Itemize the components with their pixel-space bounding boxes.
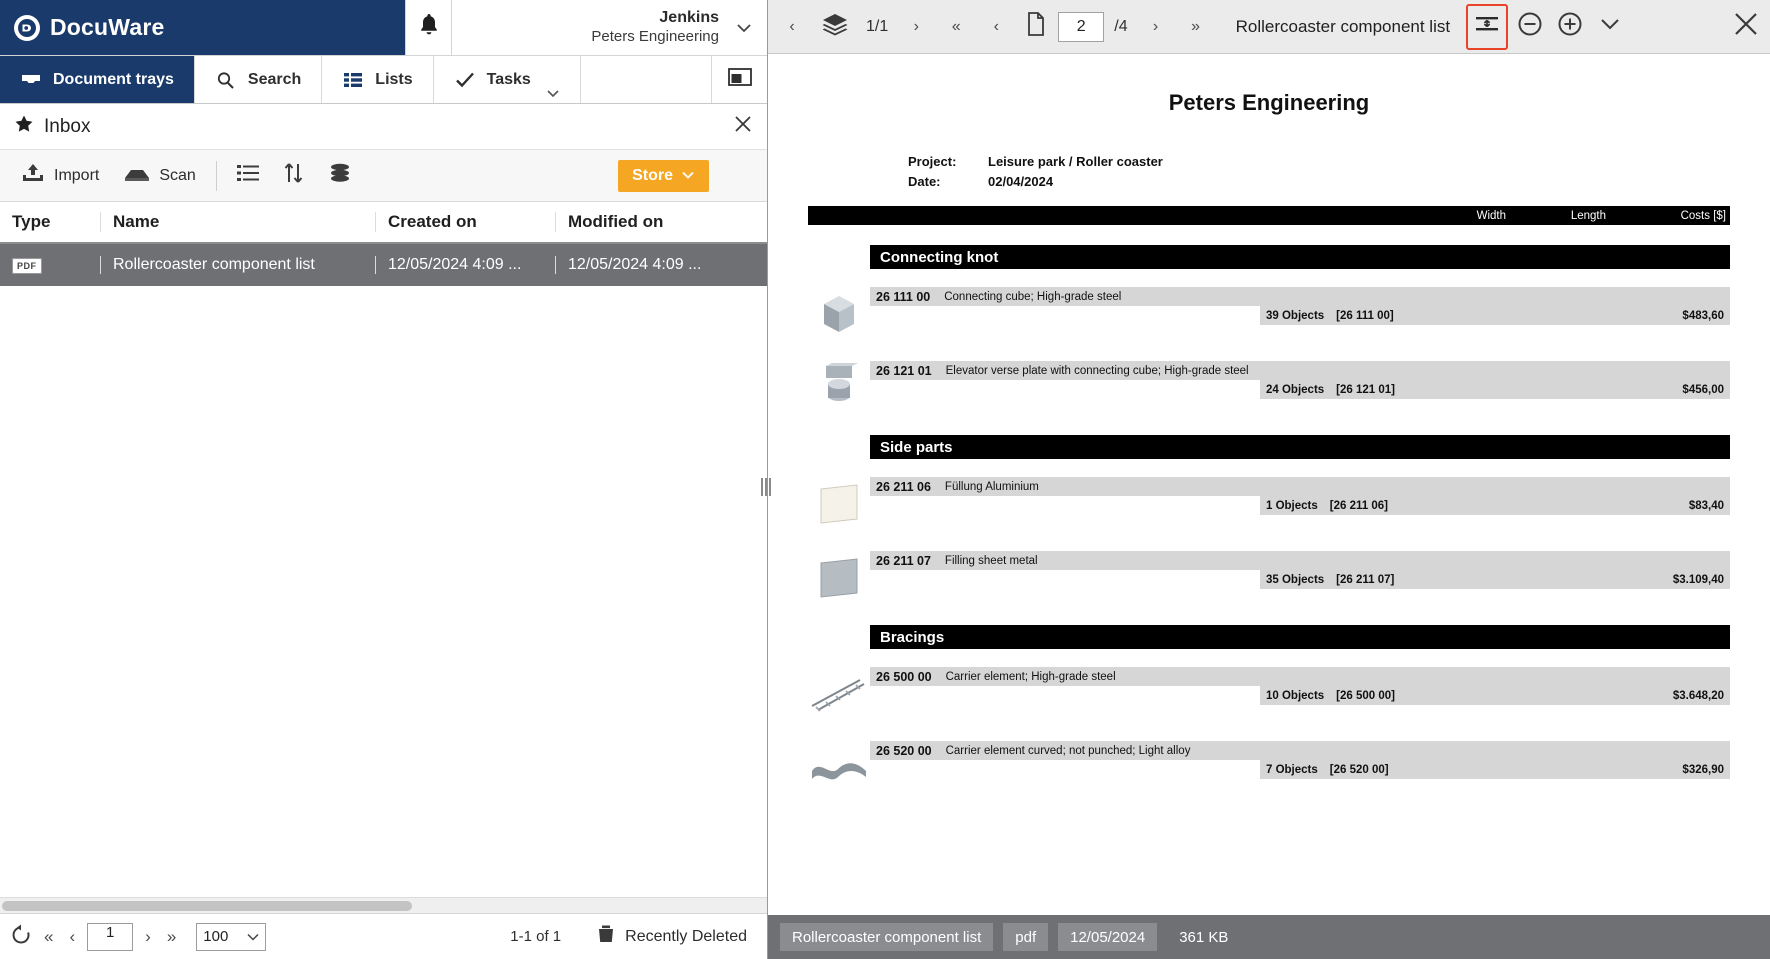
list-item-top xyxy=(870,741,1730,760)
item-quantity: 24 Objects xyxy=(1266,383,1325,396)
inbox-header xyxy=(0,104,767,150)
viewer-document-title: Rollercoaster component list xyxy=(1235,16,1451,36)
more-options-button[interactable] xyxy=(1592,7,1628,47)
notifications-button[interactable] xyxy=(405,0,452,55)
viewer-toolbar xyxy=(768,0,1770,54)
recently-deleted-button[interactable] xyxy=(595,923,747,950)
list-item-body xyxy=(870,551,1730,589)
layers-button[interactable] xyxy=(814,7,856,47)
store-label: Store xyxy=(632,166,673,184)
header-width: Width xyxy=(1476,209,1506,222)
scrollbar-thumb[interactable] xyxy=(2,901,412,911)
item-cost: $3.648,20 xyxy=(1672,689,1724,702)
list-item xyxy=(808,361,1730,415)
item-cost: $456,00 xyxy=(1682,383,1724,396)
list-item-bottom xyxy=(1260,380,1730,399)
document-type-chip[interactable]: pdf xyxy=(1003,923,1048,951)
list-item xyxy=(808,551,1730,605)
list-item-bottom xyxy=(1260,306,1730,325)
document-canvas[interactable] xyxy=(768,54,1770,915)
close-icon[interactable] xyxy=(733,114,753,139)
item-code: 26 500 00 xyxy=(876,669,932,684)
nav-label: Lists xyxy=(375,70,413,88)
date-value: 02/04/2024 xyxy=(988,174,1054,190)
viewer-page-total: /4 xyxy=(1114,17,1128,35)
list-item-top xyxy=(870,361,1730,380)
pdf-badge: PDF xyxy=(12,258,42,274)
trash-icon xyxy=(595,923,617,950)
chevron-down-icon xyxy=(247,928,259,945)
brand-name: DocuWare xyxy=(50,14,165,40)
item-cost: $326,90 xyxy=(1682,763,1724,776)
import-button[interactable] xyxy=(8,156,111,196)
next-page-button[interactable]: › xyxy=(1152,17,1159,35)
list-view-icon xyxy=(235,162,261,189)
item-description: Carrier element curved; not punched; Light alloy xyxy=(945,744,1191,757)
cell-created-on: 12/05/2024 4:09 ... xyxy=(375,256,555,274)
tray-status-bar xyxy=(0,913,767,959)
item-code: 26 121 01 xyxy=(876,363,932,378)
list-item-body xyxy=(870,477,1730,515)
main-navigation xyxy=(0,56,767,104)
database-icon xyxy=(327,162,353,189)
header-costs: Costs [$] xyxy=(1680,209,1726,222)
item-reference: [26 211 07] xyxy=(1336,573,1395,586)
first-page-button[interactable]: « xyxy=(44,926,54,946)
first-page-button[interactable]: « xyxy=(951,17,961,35)
list-item-top xyxy=(870,477,1730,496)
column-header-type[interactable]: Type xyxy=(12,212,51,231)
items-per-page-select[interactable] xyxy=(196,923,266,951)
item-quantity: 39 Objects xyxy=(1266,309,1325,322)
nav-item-document-trays[interactable] xyxy=(0,56,195,103)
column-header-created-on[interactable]: Created on xyxy=(375,212,555,232)
last-page-button[interactable]: » xyxy=(1191,17,1201,35)
user-info xyxy=(591,8,719,47)
page-icon xyxy=(1024,11,1048,42)
chevron-down-icon[interactable] xyxy=(731,15,757,41)
check-icon xyxy=(454,70,476,90)
item-reference: [26 500 00] xyxy=(1336,689,1395,702)
list-item-top xyxy=(870,551,1730,570)
zoom-out-icon xyxy=(1516,10,1544,43)
cell-modified-on: 12/05/2024 4:09 ... xyxy=(555,256,740,274)
fit-page-icon-wrap xyxy=(1469,7,1505,47)
item-description: Carrier element; High-grade steel xyxy=(945,670,1116,683)
item-code: 26 211 06 xyxy=(876,479,931,494)
pdf-page xyxy=(768,54,1770,815)
cube-icon xyxy=(808,287,870,341)
nav-item-search[interactable] xyxy=(195,56,322,103)
docuware-mark-icon xyxy=(14,15,40,41)
sort-icon xyxy=(281,162,307,189)
previous-page-button[interactable]: ‹ xyxy=(993,17,999,35)
nav-item-tasks[interactable] xyxy=(434,56,581,103)
star-icon[interactable] xyxy=(14,114,34,139)
document-company-name: Peters Engineering xyxy=(1168,90,1370,115)
import-icon xyxy=(20,162,46,189)
zoom-in-icon xyxy=(1556,10,1584,43)
user-menu[interactable] xyxy=(452,0,767,55)
next-page-button[interactable]: › xyxy=(145,926,151,946)
item-description: Elevator verse plate with connecting cube; High-grade steel xyxy=(945,364,1249,377)
list-item xyxy=(808,667,1730,721)
panel-light-icon xyxy=(808,477,870,531)
item-code: 26 211 07 xyxy=(876,553,931,568)
next-document-button[interactable]: › xyxy=(913,17,919,35)
previous-page-button[interactable]: ‹ xyxy=(69,926,76,946)
list-item-bottom xyxy=(1260,570,1730,589)
fit-page-button[interactable] xyxy=(1466,4,1508,50)
list-item xyxy=(808,477,1730,531)
scan-label: Scan xyxy=(159,166,196,184)
cell-name: Rollercoaster component list xyxy=(100,256,375,274)
nav-spacer xyxy=(581,56,712,103)
fit-page-icon xyxy=(1473,11,1501,42)
store-button[interactable] xyxy=(618,160,709,192)
item-cost: $83,40 xyxy=(1688,499,1724,512)
toolbar-divider xyxy=(216,161,217,191)
item-cost: $3.109,40 xyxy=(1672,573,1724,586)
document-viewer xyxy=(768,0,1770,959)
item-reference: [26 121 01] xyxy=(1336,383,1395,396)
document-index: 1/1 xyxy=(866,17,889,35)
list-item-body xyxy=(870,287,1730,325)
project-label: Project: xyxy=(908,154,957,169)
document-table-body xyxy=(0,244,767,897)
brand-bar xyxy=(0,0,767,56)
item-description: Filling sheet metal xyxy=(944,554,1038,567)
previous-document-button[interactable]: ‹ xyxy=(789,17,795,35)
document-name-chip[interactable]: Rollercoaster component list xyxy=(780,923,993,951)
document-meta-labels xyxy=(908,152,988,192)
column-header-name[interactable]: Name xyxy=(100,212,375,232)
sort-button[interactable] xyxy=(271,156,317,196)
chevron-down-icon xyxy=(1599,16,1621,37)
docuware-logo[interactable] xyxy=(0,0,405,55)
document-meta xyxy=(908,152,1730,192)
result-count: 1-1 of 1 xyxy=(510,928,562,945)
list-item xyxy=(808,741,1730,795)
document-size-text: 361 KB xyxy=(1179,928,1229,946)
refresh-icon[interactable] xyxy=(10,924,32,950)
list-item-body xyxy=(870,741,1730,779)
item-code: 26 520 00 xyxy=(876,743,932,758)
item-code: 26 111 00 xyxy=(876,289,931,304)
item-quantity: 10 Objects xyxy=(1266,689,1325,702)
panel-splitter[interactable] xyxy=(761,476,771,498)
close-viewer-button[interactable] xyxy=(1728,7,1764,47)
nav-item-lists[interactable] xyxy=(322,56,433,103)
item-quantity: 1 Objects xyxy=(1266,499,1318,512)
layout-toggle-button[interactable] xyxy=(712,56,767,103)
items-per-page-value: 100 xyxy=(203,928,229,945)
left-panel xyxy=(0,0,768,959)
date-label: Date: xyxy=(908,174,941,190)
layers-icon xyxy=(821,11,849,42)
list-view-button[interactable] xyxy=(225,156,271,196)
item-reference: [26 211 06] xyxy=(1329,499,1388,512)
column-header-modified-on[interactable]: Modified on xyxy=(555,212,740,232)
recently-deleted-label: Recently Deleted xyxy=(625,927,747,945)
inbox-title: Inbox xyxy=(44,115,91,137)
window-icon xyxy=(727,66,753,93)
search-icon xyxy=(215,70,237,90)
item-reference: [26 520 00] xyxy=(1329,763,1389,776)
document-table-header xyxy=(0,202,767,244)
nav-label: Tasks xyxy=(486,70,531,88)
section-title: Connecting knot xyxy=(870,245,1730,269)
item-cost: $483,60 xyxy=(1682,309,1724,322)
chevron-down-icon xyxy=(681,167,695,185)
scan-icon xyxy=(123,163,151,188)
document-date-chip[interactable]: 12/05/2024 xyxy=(1058,923,1157,951)
item-quantity: 35 Objects xyxy=(1266,573,1325,586)
page-thumbnail-button[interactable] xyxy=(1018,7,1054,47)
list-item-bottom xyxy=(1260,686,1730,705)
import-label: Import xyxy=(54,166,100,184)
curved-beam-icon xyxy=(808,741,870,795)
stacks-button[interactable] xyxy=(317,156,363,196)
zoom-out-button[interactable] xyxy=(1512,7,1548,47)
cell-type xyxy=(0,256,100,274)
panel-grey-icon xyxy=(808,551,870,605)
user-name: Jenkins xyxy=(659,9,719,27)
bell-icon xyxy=(417,12,441,43)
list-item-bottom xyxy=(1260,760,1730,779)
zoom-in-button[interactable] xyxy=(1552,7,1588,47)
section-title: Bracings xyxy=(870,625,1730,649)
item-description: Connecting cube; High-grade steel xyxy=(944,290,1122,303)
scan-button[interactable] xyxy=(111,156,207,196)
item-description: Füllung Aluminium xyxy=(944,480,1039,493)
lists-icon xyxy=(342,70,364,90)
page-number-input[interactable]: 1 xyxy=(87,923,133,951)
tray-icon xyxy=(20,70,42,90)
nav-label: Document trays xyxy=(53,70,174,88)
horizontal-scrollbar[interactable] xyxy=(0,897,767,913)
cylinder-cube-icon xyxy=(808,361,870,415)
list-item-body xyxy=(870,361,1730,399)
project-value: Leisure park / Roller coaster xyxy=(988,154,1163,169)
last-page-button[interactable]: » xyxy=(166,926,177,946)
close-icon xyxy=(1733,11,1759,42)
item-reference: [26 111 00] xyxy=(1336,309,1394,322)
item-quantity: 7 Objects xyxy=(1266,763,1318,776)
header-length: Length xyxy=(1570,209,1606,222)
chevron-down-icon[interactable] xyxy=(546,56,560,103)
truss-icon xyxy=(808,667,870,721)
section-title: Side parts xyxy=(870,435,1730,459)
list-item xyxy=(808,287,1730,341)
table-row[interactable] xyxy=(0,244,767,286)
list-item-top xyxy=(870,287,1730,306)
list-item-bottom xyxy=(1260,496,1730,515)
list-item-top xyxy=(870,667,1730,686)
nav-label: Search xyxy=(247,70,302,88)
document-meta-values xyxy=(988,152,1163,192)
document-column-headers xyxy=(808,206,1730,225)
list-item-body xyxy=(870,667,1730,705)
viewer-page-input[interactable]: 2 xyxy=(1058,12,1104,42)
tray-toolbar xyxy=(0,150,767,202)
user-organization: Peters Engineering xyxy=(591,28,719,46)
document-info-bar xyxy=(768,915,1770,959)
